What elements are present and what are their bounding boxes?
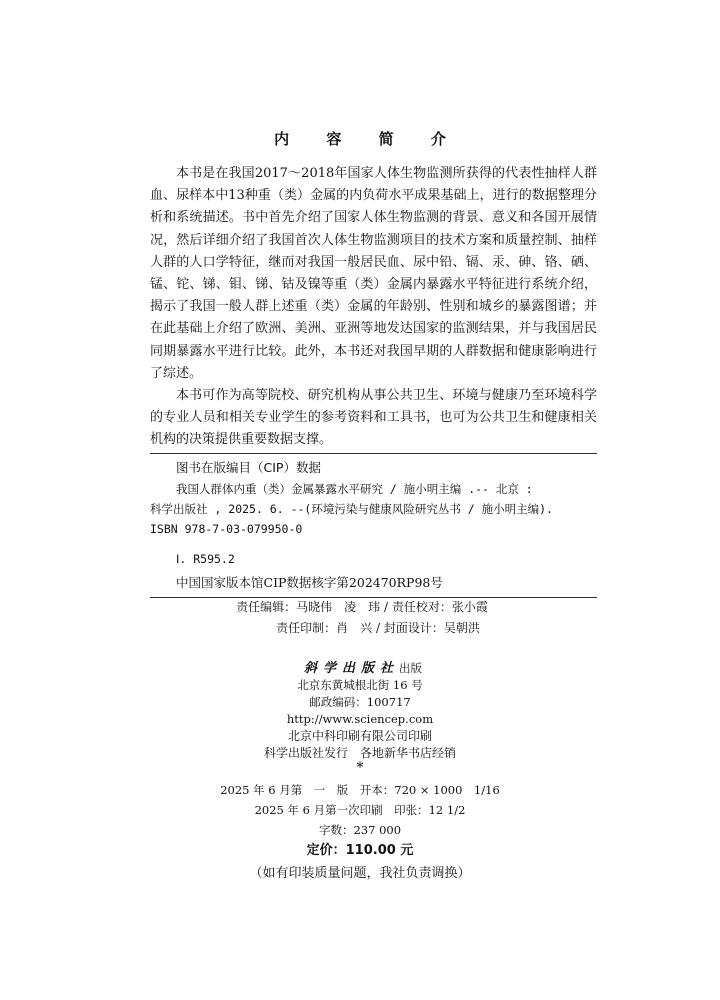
cip-line-publisher: 科学出版社 , 2025. 6. --(环境污染与健康风险研究丛书 / 施小明主编). — [150, 502, 553, 516]
publisher-line — [0, 660, 720, 677]
edition-line: 2025 年 6 月第 一 版 开本：720 × 1000 1/16 — [220, 783, 500, 797]
cip-block — [150, 453, 597, 598]
cip-top-rule — [150, 453, 597, 454]
credits-block — [0, 597, 720, 639]
publisher-postcode: 邮政编码：100717 — [309, 695, 411, 709]
introduction-section — [150, 163, 597, 452]
distribution-line: 科学出版社发行 各地新华书店经销 — [263, 746, 456, 760]
cip-line-classification: Ⅰ. R595.2 — [176, 552, 235, 566]
credits-editors: 责任编辑：马晓伟 凌 玮 / 责任校对：张小霞 — [236, 600, 488, 614]
credits-production: 责任印制：肖 兴 / 封面设计：吴朝洪 — [276, 621, 480, 635]
publisher-logo-suffix: 出版 — [399, 661, 422, 675]
intro-paragraph-2: 本书可作为高等院校、研究机构从事公共卫生、环境与健康乃至环境科学的专业人员和相关专业学生的参考资料和工具书，也可为公共卫生和健康相关机构的决策提供重要数据支撑。 — [150, 388, 597, 448]
publisher-address: 北京东黄城根北街 16 号 — [297, 678, 423, 692]
publisher-logo: 斜学出版社 — [303, 661, 399, 676]
publisher-url: http://www.sciencep.com — [286, 712, 434, 726]
cip-line-record-number: 中国国家版本馆CIP数据核字第202470RP98号 — [176, 575, 443, 590]
cip-heading: 图书在版编目（CIP）数据 — [176, 460, 321, 475]
cip-line-title: 我国人群体内重（类）金属暴露水平研究 / 施小明主编 .-- 北京 : — [176, 482, 533, 496]
intro-paragraph-1: 本书是在我国2017～2018年国家人体生物监测所获得的代表性抽样人群血、尿样本中13种重（类）金属的内负荷水平成果基础上，进行的数据整理分析和系统描述。书中首先介绍了国家人体生物监测的背景、意义和各国开展情况，然后详细介绍了我国首次人体生物监测项目的技术方案和质量控制、抽样人群的人口学特征，继而对我国一般居民血、尿中铅、镉、汞、砷、铬、硒、锰、铊、锑、钼、锑、钴及镍等重（类）金属内暴露水平特征进行系统介绍，揭示了我国一般人群上述重（类）金属的年龄别、性别和城乡的暴露图谱；并在此基础上介绍了欧洲、美洲、亚洲等地发达国家的监测结果，并与我国居民同期暴露水平进行比较。此外，本书还对我国早期的人群数据和健康影响进行了综述。 — [150, 166, 597, 381]
publisher-block — [0, 660, 720, 885]
page-title: 内 容 简 介 — [274, 130, 462, 148]
cip-record — [150, 478, 597, 569]
printing-line: 2025 年 6 月第一次印刷 印张：12 1/2 — [254, 803, 466, 817]
quality-notice: （如有印装质量问题，我社负责调换） — [249, 866, 471, 881]
price: 定价：110.00 元 — [306, 843, 414, 858]
word-count: 字数：237 000 — [318, 823, 402, 837]
separator-star: * — [356, 760, 364, 776]
cip-line-isbn: ISBN 978-7-03-079950-0 — [150, 522, 303, 536]
printer-line: 北京中科印刷有限公司印刷 — [287, 729, 432, 743]
